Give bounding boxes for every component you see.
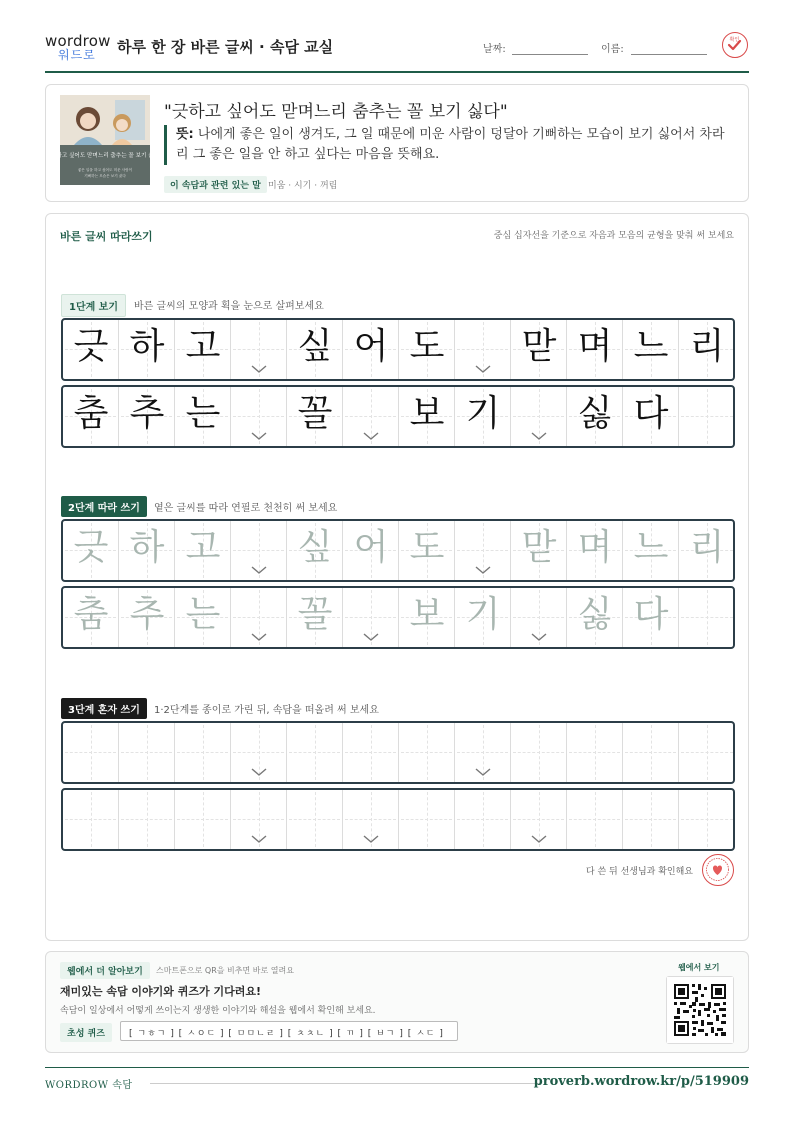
header-divider [45, 71, 749, 73]
grid-cell [511, 320, 567, 379]
grid-cell[interactable] [623, 723, 679, 782]
grid-cell[interactable] [175, 588, 231, 647]
space-mark-icon [250, 767, 268, 777]
grid-cell[interactable] [63, 790, 119, 849]
grid-cell[interactable] [343, 588, 399, 647]
grid-cell[interactable] [511, 521, 567, 580]
grid-character: 기 [465, 393, 501, 434]
date-label: 날짜: [483, 44, 506, 55]
grid-character: 춤 [73, 594, 109, 635]
wordrow-logo [45, 34, 109, 64]
practice-hint: 중심 십자선을 기준으로 자음과 모음의 균형을 맞춰 써 보세요 [493, 231, 734, 241]
grid-cell[interactable] [399, 521, 455, 580]
meaning-text: 나에게 좋은 일이 생겨도, 그 일 때문에 미운 사람이 덩달아 기뻐하는 모습이 보기 싫어서 차라리 그 좋은 일을 안 하고 싶다는 마음을 뜻해요. [176, 127, 725, 162]
space-mark-icon [250, 565, 268, 575]
footer-url-link[interactable]: proverb.wordrow.kr/p/519909 [533, 1074, 749, 1089]
grid-character: 보 [409, 393, 445, 434]
practice-title: 바른 글씨 따라쓰기 [60, 230, 153, 243]
grid-character: 리 [689, 527, 725, 568]
grid-cell [119, 387, 175, 446]
step1-description: 바른 글씨의 모양과 획을 눈으로 살펴보세요 [134, 301, 324, 312]
grid-character: 싶 [297, 527, 333, 568]
grid-character: 싫 [577, 594, 613, 635]
grid-cell[interactable] [119, 588, 175, 647]
web-view-label: 웹에서 보기 [678, 963, 720, 972]
grid-character: 고 [185, 527, 221, 568]
footer-rule [150, 1083, 540, 1084]
logo-korean: 워드로 [58, 48, 96, 62]
quiz-badge: 초성 퀴즈 [60, 1023, 112, 1042]
grid-cell [623, 320, 679, 379]
grid-cell[interactable] [119, 790, 175, 849]
grid-cell [511, 387, 567, 446]
grid-character: 어 [353, 527, 389, 568]
grid-character: 맏 [521, 527, 557, 568]
grid-cell[interactable] [455, 521, 511, 580]
space-mark-icon [474, 767, 492, 777]
grid-cell [175, 320, 231, 379]
space-mark-icon [530, 431, 548, 441]
grid-cell[interactable] [63, 588, 119, 647]
grid-cell [567, 320, 623, 379]
qr-code[interactable] [666, 976, 734, 1044]
grid-cell[interactable] [175, 521, 231, 580]
grid-cell[interactable] [511, 588, 567, 647]
grid-character: 하 [129, 527, 165, 568]
grid-character: 싫 [577, 393, 613, 434]
proverb-title: "긋하고 싶어도 맏며느리 춤추는 꼴 보기 싫다" [164, 102, 508, 122]
related-words: 미움 · 시기 · 꺼림 [268, 181, 338, 191]
grid-cell[interactable] [455, 588, 511, 647]
grid-character: 맏 [521, 326, 557, 367]
grid-character: 추 [129, 393, 165, 434]
grid-cell [63, 320, 119, 379]
step2-badge: 2단계 따라 쓰기 [61, 496, 147, 517]
grid-character: 싶 [297, 326, 333, 367]
grid-character: 추 [129, 594, 165, 635]
grid-cell [287, 320, 343, 379]
name-field[interactable] [631, 54, 707, 55]
thumb-subcaption-2: 기뻐하는 모습은 보기 싫다 [84, 174, 126, 178]
grid-cell[interactable] [287, 588, 343, 647]
grid-cell[interactable] [231, 723, 287, 782]
more-subtext: 스마트폰으로 QR을 비추면 바로 열려요 [156, 966, 294, 975]
grid-character: 긋 [73, 527, 109, 568]
grid-cell[interactable] [455, 723, 511, 782]
step3-line1[interactable] [61, 721, 735, 784]
grid-cell[interactable] [511, 790, 567, 849]
space-mark-icon [474, 565, 492, 575]
grid-cell[interactable] [399, 790, 455, 849]
space-mark-icon [250, 834, 268, 844]
grid-cell[interactable] [63, 723, 119, 782]
grid-character: 며 [577, 527, 613, 568]
grid-cell [343, 387, 399, 446]
step2-description: 옅은 글씨를 따라 연필로 천천히 써 보세요 [154, 503, 338, 514]
grid-character: 는 [185, 594, 221, 635]
grid-cell [231, 320, 287, 379]
grid-cell[interactable] [287, 790, 343, 849]
grid-cell[interactable] [231, 588, 287, 647]
grid-cell[interactable] [567, 790, 623, 849]
thumb-caption: 긋하고 싶어도 맏며느리 춤추는 꼴 보기 싫다 [51, 153, 159, 159]
grid-cell [231, 387, 287, 446]
grid-cell[interactable] [455, 790, 511, 849]
grid-cell[interactable] [679, 521, 735, 580]
date-field[interactable] [512, 54, 588, 55]
grid-cell [623, 387, 679, 446]
grid-cell[interactable] [287, 723, 343, 782]
grid-character: 꼴 [297, 393, 333, 434]
grid-cell[interactable] [679, 723, 735, 782]
grid-character: 다 [633, 393, 669, 434]
grid-cell [175, 387, 231, 446]
grid-character: 긋 [73, 326, 109, 367]
grid-cell[interactable] [231, 790, 287, 849]
grid-cell[interactable] [231, 521, 287, 580]
grid-character: 도 [409, 527, 445, 568]
grid-character: 리 [689, 326, 725, 367]
step1-badge: 1단계 보기 [61, 294, 126, 317]
space-mark-icon [362, 431, 380, 441]
grid-cell[interactable] [343, 790, 399, 849]
grid-cell[interactable] [679, 588, 735, 647]
step1-line1 [61, 318, 735, 381]
grid-character: 춤 [73, 393, 109, 434]
grid-character: 는 [185, 393, 221, 434]
space-mark-icon [250, 632, 268, 642]
grid-character: 고 [185, 326, 221, 367]
grid-cell[interactable] [399, 723, 455, 782]
proverb-illustration [51, 95, 159, 185]
grid-cell[interactable] [119, 723, 175, 782]
grid-cell[interactable] [623, 588, 679, 647]
page-title: 하루 한 장 바른 글씨 · 속담 교실 [117, 38, 334, 56]
step2-line1[interactable] [61, 519, 735, 582]
logo-wordmark: wordrow [45, 32, 111, 50]
more-description: 속담이 일상에서 어떻게 쓰이는지 생생한 이야기와 해설을 웹에서 확인해 보세요. [60, 1006, 376, 1016]
proverb-meaning [164, 125, 734, 165]
grid-cell[interactable] [63, 521, 119, 580]
grid-cell [399, 387, 455, 446]
step3-line2[interactable] [61, 788, 735, 851]
grid-character: 하 [129, 326, 165, 367]
grid-cell[interactable] [623, 521, 679, 580]
related-words-badge: 이 속담과 관련 있는 말 [164, 176, 267, 193]
grid-cell[interactable] [511, 723, 567, 782]
space-mark-icon [250, 364, 268, 374]
space-mark-icon [530, 834, 548, 844]
grid-cell[interactable] [287, 521, 343, 580]
grid-cell [399, 320, 455, 379]
practice-section [45, 213, 749, 941]
proverb-card [45, 84, 749, 202]
step1-line2 [61, 385, 735, 448]
grid-cell [679, 320, 735, 379]
grid-cell [63, 387, 119, 446]
page-header [45, 30, 749, 74]
space-mark-icon [474, 364, 492, 374]
qr-code-icon [667, 977, 733, 1043]
grid-cell[interactable] [623, 790, 679, 849]
grid-character: 기 [465, 594, 501, 635]
heart-stamp-icon [702, 854, 734, 886]
grid-character: 도 [409, 326, 445, 367]
chosung-quiz: [ ㄱㅎㄱ ] [ ㅅㅇㄷ ] [ ㅁㅁㄴㄹ ] [ ㅊㅊㄴ ] [ ㄲ ] [ ㅂㄱ ] [ ㅅㄷ ] [120, 1021, 458, 1041]
grid-cell [119, 320, 175, 379]
grid-cell[interactable] [567, 521, 623, 580]
grid-cell[interactable] [343, 521, 399, 580]
grid-cell[interactable] [119, 521, 175, 580]
grid-cell[interactable] [679, 790, 735, 849]
grid-cell [287, 387, 343, 446]
check-stamp-icon [722, 32, 748, 58]
more-badge: 웹에서 더 알아보기 [60, 962, 150, 979]
step2-line2[interactable] [61, 586, 735, 649]
grid-cell[interactable] [399, 588, 455, 647]
grid-character: 며 [577, 326, 613, 367]
grid-cell[interactable] [175, 723, 231, 782]
grid-character: 느 [633, 326, 669, 367]
grid-cell[interactable] [567, 588, 623, 647]
grid-cell [679, 387, 735, 446]
grid-character: 꼴 [297, 594, 333, 635]
grid-cell [455, 387, 511, 446]
more-title: 재미있는 속담 이야기와 퀴즈가 기다려요! [60, 985, 261, 998]
grid-cell [567, 387, 623, 446]
grid-cell [343, 320, 399, 379]
meaning-label: 뜻: [176, 127, 194, 142]
more-info-card [45, 951, 749, 1053]
grid-character: 느 [633, 527, 669, 568]
stamp-text: 확인 [729, 37, 740, 43]
footer-brand: WORDROW 속담 [45, 1080, 133, 1091]
space-mark-icon [530, 632, 548, 642]
space-mark-icon [250, 431, 268, 441]
step3-description: 1·2단계를 종이로 가린 뒤, 속담을 떠올려 써 보세요 [154, 705, 379, 716]
teacher-check-note: 다 쓴 뒤 선생님과 확인해요 [585, 867, 693, 877]
space-mark-icon [362, 632, 380, 642]
name-label: 이름: [601, 44, 624, 55]
grid-cell[interactable] [567, 723, 623, 782]
grid-cell [455, 320, 511, 379]
grid-cell[interactable] [343, 723, 399, 782]
grid-character: 어 [353, 326, 389, 367]
grid-character: 보 [409, 594, 445, 635]
step3-badge: 3단계 혼자 쓰기 [61, 698, 147, 719]
footer-divider [45, 1067, 749, 1068]
grid-cell[interactable] [175, 790, 231, 849]
grid-character: 다 [633, 594, 669, 635]
space-mark-icon [362, 834, 380, 844]
thumb-subcaption-1: 좋은 일을 하고 싶어도 미운 사람이 [77, 168, 133, 172]
